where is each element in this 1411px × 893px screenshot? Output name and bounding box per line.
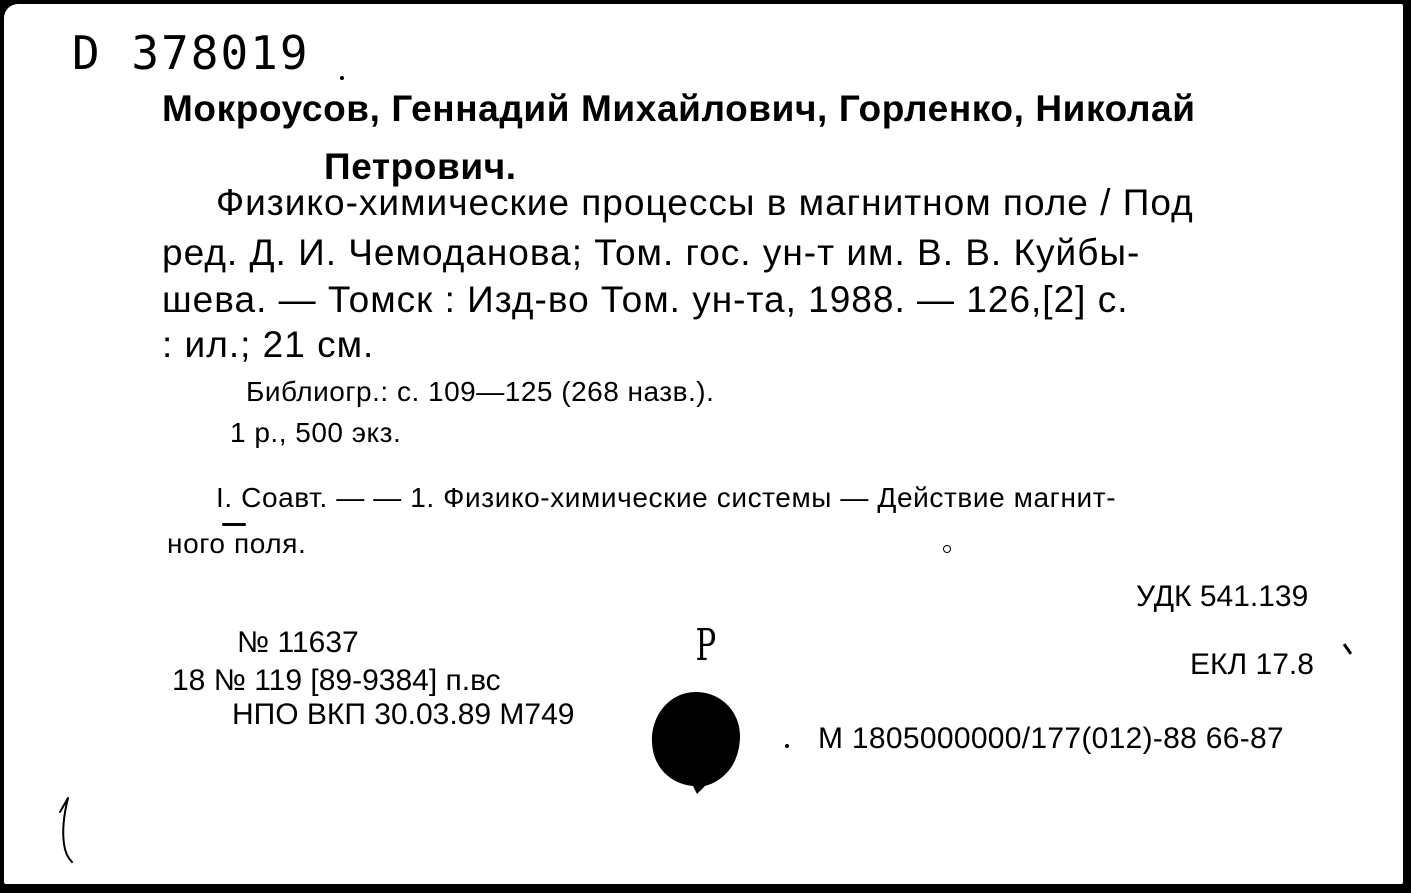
handwritten-underline bbox=[222, 523, 246, 526]
tick-mark bbox=[1343, 643, 1352, 655]
series-line-2: ного поля. bbox=[167, 528, 307, 559]
authors-line-2: Петрович. bbox=[324, 146, 517, 187]
index-dot bbox=[785, 744, 789, 748]
accession-line-2: 18 № 119 [89-9384] п.вс bbox=[172, 664, 501, 697]
shelf-dot bbox=[340, 76, 344, 80]
title-line-4: : ил.; 21 см. bbox=[162, 324, 375, 365]
authors-line-1: Мокроусов, Геннадий Михайлович, Горленко, Николай bbox=[162, 88, 1196, 129]
title-line-3: шева. — Томск : Изд-во Том. ун-та, 1988. — 126,[2] с. bbox=[162, 279, 1129, 320]
bibliography-note: Библиогр.: с. 109—125 (268 назв.). bbox=[246, 376, 715, 407]
title-line-1: Физико-химические процессы в магнитном поле / Под bbox=[216, 182, 1194, 223]
handwritten-p: Р bbox=[695, 620, 717, 671]
ink-blot-stamp-icon bbox=[649, 686, 743, 796]
index-code: М 1805000000/177(012)-88 66-87 bbox=[818, 722, 1285, 755]
catalog-card bbox=[4, 4, 1403, 884]
price-copies: 1 р., 500 экз. bbox=[230, 417, 402, 448]
title-line-2: ред. Д. И. Чемоданова; Том. гос. ун-т им. В. В. Куйбы- bbox=[162, 232, 1141, 273]
accession-line-1: № 11637 bbox=[237, 626, 359, 659]
ekl-code: ЕКЛ 17.8 bbox=[1190, 648, 1314, 681]
series-line-1: I. Соавт. — — 1. Физико-химические системы — Действие магнит- bbox=[216, 482, 1117, 513]
accession-line-3: НПО ВКП 30.03.89 М749 bbox=[232, 698, 575, 731]
small-circle-mark bbox=[943, 545, 951, 553]
shelf-mark: D 378019 bbox=[72, 26, 310, 80]
border-gap bbox=[989, 4, 1064, 8]
handwritten-one-icon bbox=[54, 794, 84, 864]
udc-code: УДК 541.139 bbox=[1136, 580, 1309, 613]
